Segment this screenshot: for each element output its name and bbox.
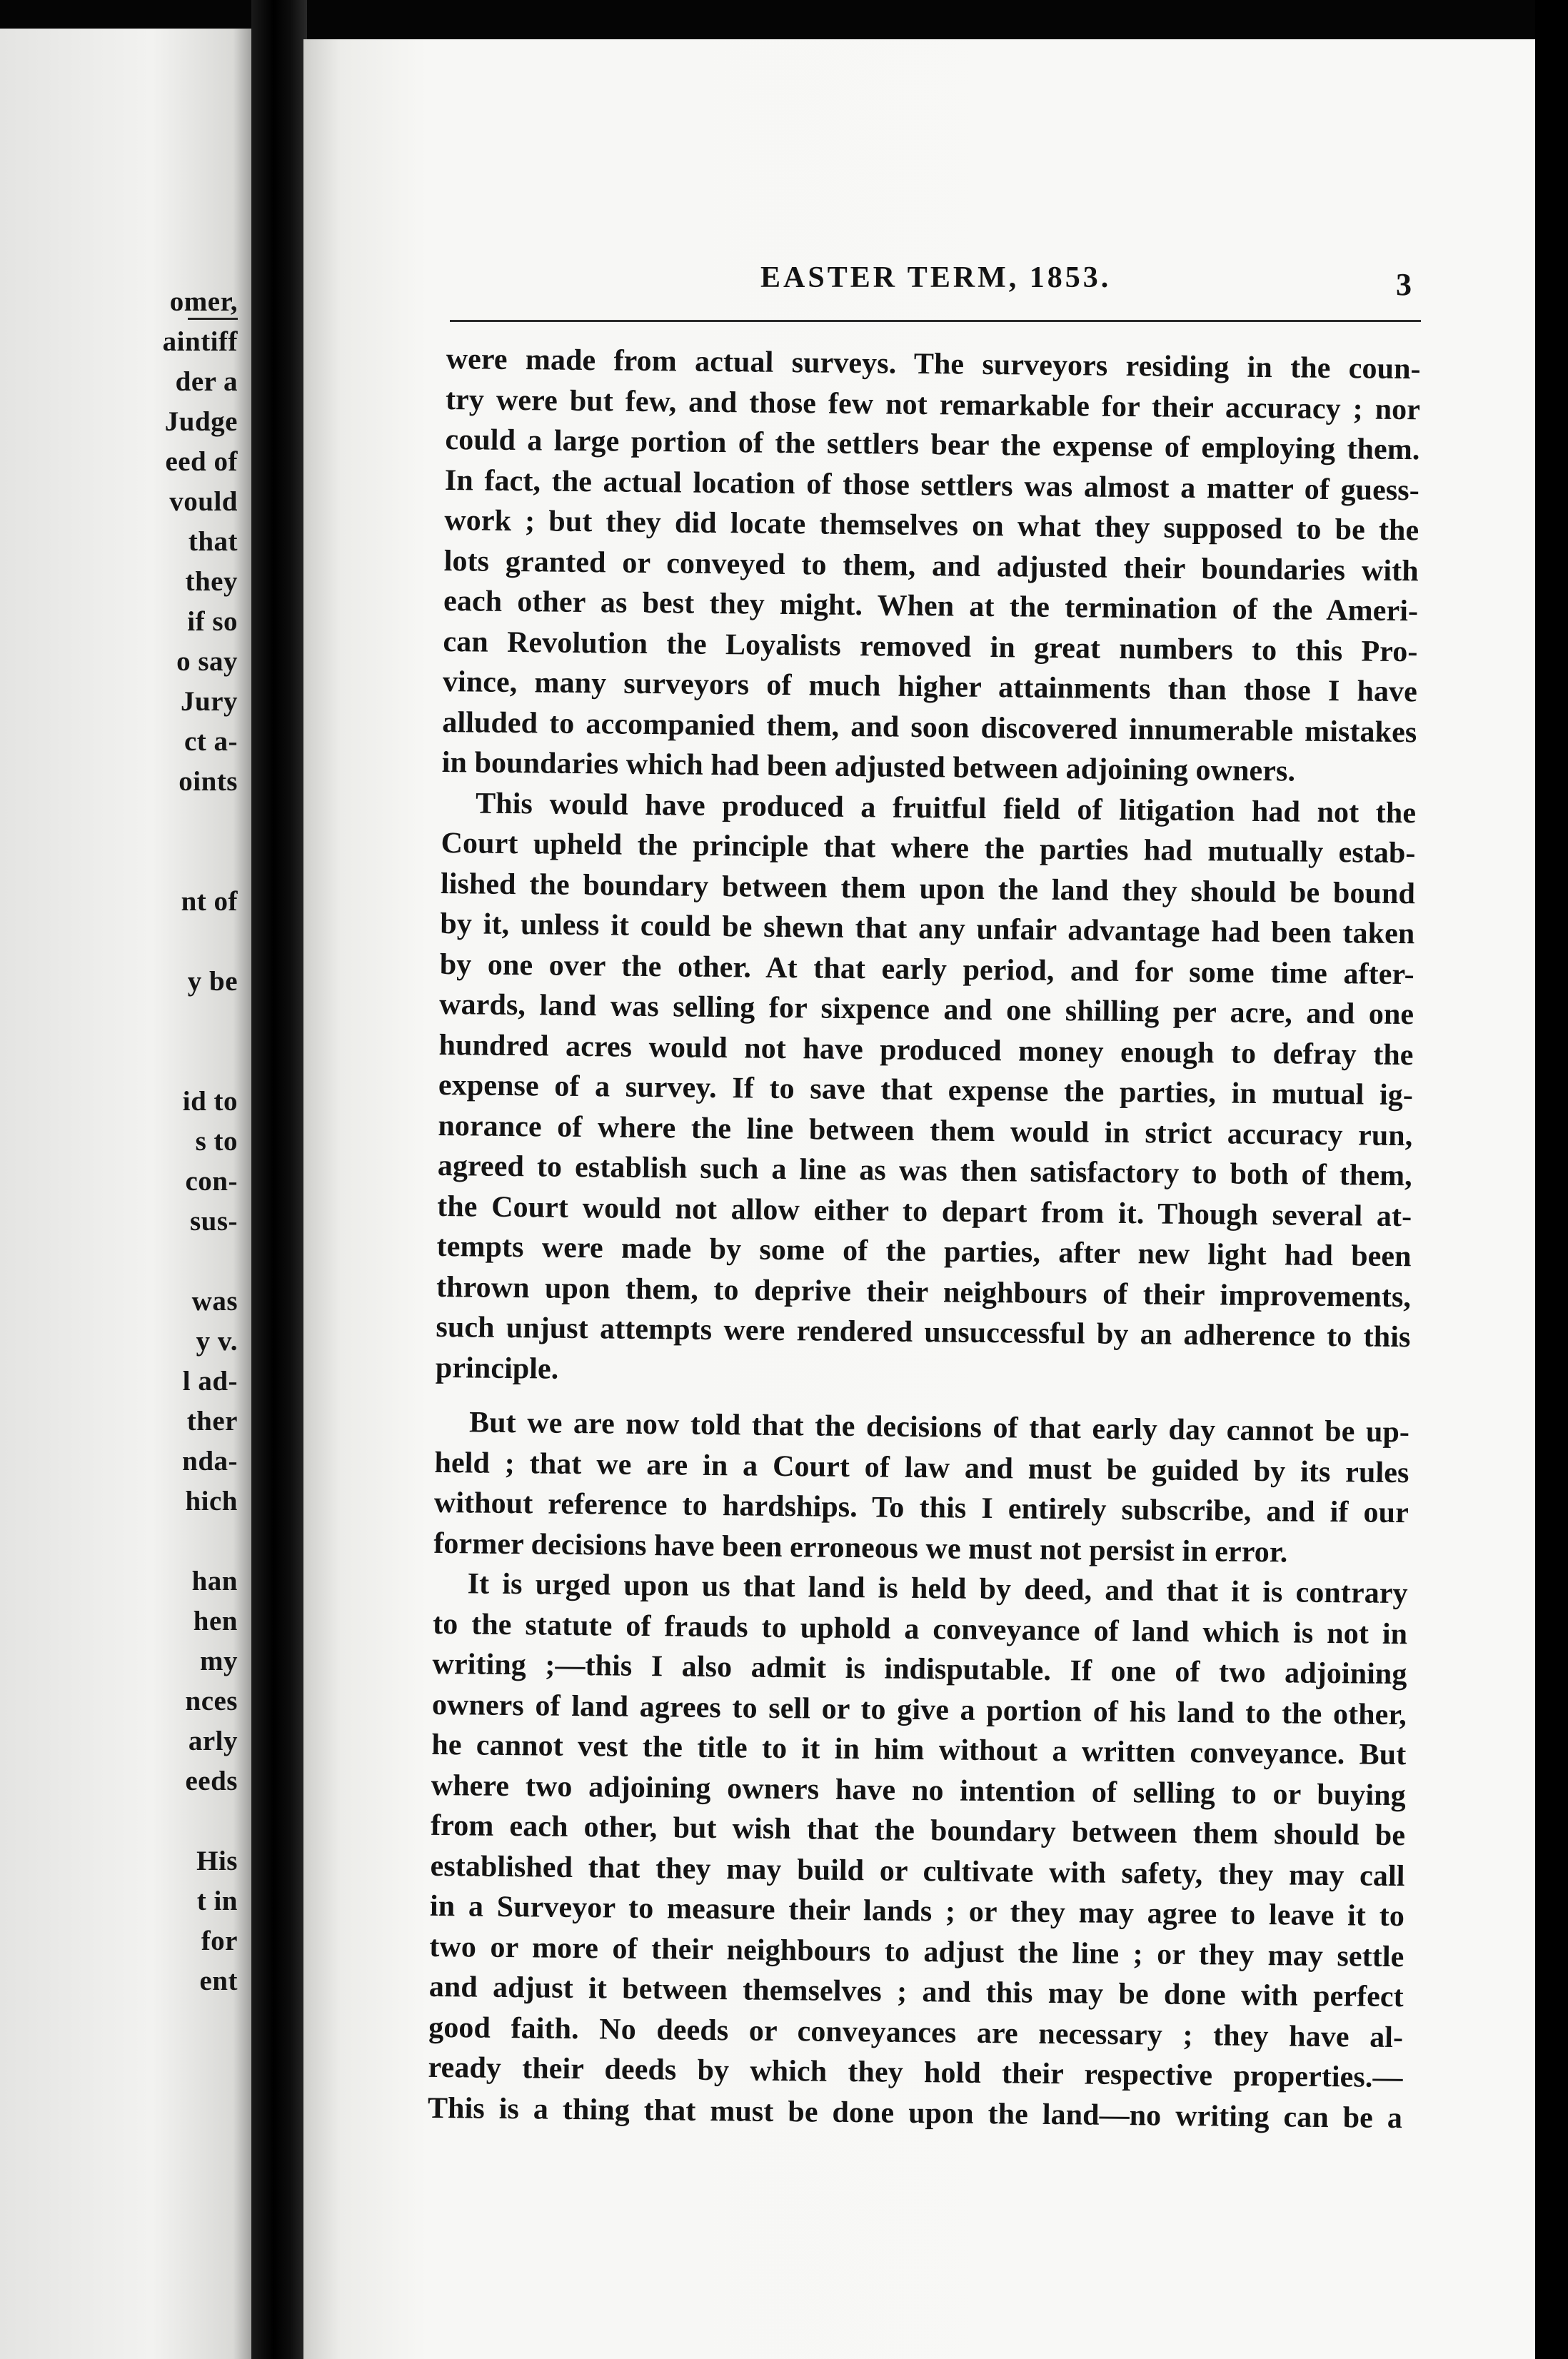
text-line: where two adjoining owners have no intention of selling to or buying [431, 1769, 1406, 1812]
main-page [303, 39, 1535, 2359]
left-fragment: Jury [181, 686, 238, 717]
left-fragment: y v. [196, 1326, 238, 1357]
left-fragment: omer, [169, 286, 238, 317]
text-line: alluded to accompanied them, and soon discovered innumerable mistakes [442, 705, 1417, 749]
left-fragment: aintiff [162, 326, 238, 357]
left-fragment: my [200, 1646, 238, 1676]
text-line: This would have produced a fruitful field of litigation had not the [475, 786, 1417, 830]
text-line: the Court would not allow either to depart from it. Though several at- [437, 1189, 1412, 1233]
text-line: each other as best they might. When at the termination of the Ameri- [443, 584, 1419, 628]
text-line: try were but few, and those few not remarkable for their accuracy ; nor [445, 383, 1421, 426]
text-line: from each other, but wish that the boundary between them should be [430, 1809, 1406, 1853]
text-line: and adjust it between themselves ; and this may be done with perfect [428, 1970, 1404, 2014]
text-line: without reference to hardships. To this I entirely subscribe, and if our [433, 1486, 1409, 1530]
text-line: can Revolution the Loyalists removed in great numbers to this Pro- [443, 625, 1418, 668]
text-line: This is a thing that must be done upon the land—no writing can be a [427, 2091, 1403, 2135]
text-line: owners of land agrees to sell or to give a portion of his land to the other, [431, 1688, 1407, 1731]
text-line: hundred acres would not have produced money enough to defray the [438, 1028, 1414, 1072]
page-number: 3 [1396, 267, 1412, 302]
text-line: in boundaries which had been adjusted between adjoining owners. [441, 745, 1296, 788]
text-line: agreed to establish such a line as was then satisfactory to both of them, [437, 1149, 1413, 1193]
left-fragment [24, 1242, 238, 1282]
left-fragment: t in [196, 1886, 238, 1916]
text-line: established that they may build or cultivate with safety, they may call [430, 1849, 1405, 1893]
text-line: were made from actual surveys. The surveyors residing in the coun- [446, 342, 1421, 386]
text-line: lished the boundary between them upon the land they should be bound [440, 867, 1416, 910]
text-line: he cannot vest the title to it in him without a written conveyance. But [431, 1728, 1407, 1772]
left-fragment [24, 1042, 238, 1082]
text-line: good faith. No deeds or conveyances are necessary ; they have al- [428, 2011, 1404, 2054]
left-fragment: eeds [185, 1766, 238, 1796]
left-fragment: His [196, 1846, 238, 1876]
left-fragment: that [188, 526, 238, 557]
left-fragment: sus- [189, 1206, 238, 1237]
left-fragment: ther [186, 1406, 238, 1437]
left-fragment: nt of [181, 886, 238, 917]
left-fragment: ct a- [184, 726, 238, 757]
left-fragment [24, 802, 238, 842]
left-fragment: was [191, 1286, 238, 1317]
left-fragment [24, 1801, 238, 1841]
left-page-fragment [0, 29, 253, 2359]
text-line: tempts were made by some of the parties, after new light had been [436, 1229, 1412, 1274]
text-line: former decisions have been erroneous we must not persist in error. [433, 1526, 1288, 1569]
text-line: could a large portion of the settlers bear the expense of employing them. [445, 423, 1420, 467]
text-line: two or more of their neighbours to adjust the line ; or they may settle [429, 1930, 1404, 1973]
text-line: in a Surveyor to measure their lands ; or they may agree to leave it to [429, 1889, 1405, 1933]
body-text [428, 339, 1421, 2138]
left-fragment: Judge [164, 406, 238, 437]
text-line: held ; that we are in a Court of law and must be guided by its rules [434, 1446, 1409, 1489]
header-rule [450, 320, 1421, 322]
left-fragment [24, 922, 238, 962]
scan-right-edge [1535, 0, 1568, 2359]
left-fragment: they [185, 566, 238, 597]
left-fragment: vould [169, 486, 238, 517]
left-fragment: nda- [182, 1446, 238, 1477]
left-fragment: l ad- [182, 1366, 238, 1397]
text-line: work ; but they did locate themselves on what they supposed to be the [444, 503, 1419, 548]
text-line: ready their deeds by which they hold their respective properties.— [428, 2051, 1403, 2095]
text-line: wards, land was selling for sixpence and one shilling per acre, and one [438, 987, 1414, 1032]
text-line: to the statute of frauds to uphold a conveyance of land which is not in [432, 1607, 1408, 1651]
text-line: It is urged upon us that land is held by deed, and that it is contrary [467, 1567, 1408, 1611]
left-page-text [24, 282, 238, 2001]
left-fragment: hen [193, 1606, 238, 1636]
left-fragment [24, 842, 238, 882]
left-fragment: con- [185, 1166, 238, 1197]
text-line: Court upheld the principle that where the parties had mutually estab- [441, 826, 1416, 870]
text-line: vince, many surveyors of much higher attainments than those I have [442, 665, 1418, 709]
text-line: thrown upon them, to deprive their neighbours of their improvements, [436, 1270, 1412, 1314]
left-fragment: for [201, 1926, 238, 1956]
left-fragment: oints [179, 766, 238, 797]
left-fragment [24, 1521, 238, 1561]
left-fragment: s to [195, 1126, 238, 1157]
left-fragment: ent [199, 1966, 238, 1996]
text-line: expense of a survey. If to save that expense the parties, in mutual ig- [438, 1068, 1414, 1112]
text-line: In fact, the actual location of those settlers was almost a matter of guess- [444, 463, 1420, 507]
text-line: principle. [435, 1351, 559, 1386]
text-line: by it, unless it could be shewn that any unfair advantage had been taken [440, 907, 1415, 951]
running-title: EASTER TERM, 1853. [760, 261, 1112, 294]
left-fragment: arly [188, 1726, 238, 1756]
left-fragment [24, 1002, 238, 1042]
text-line: writing ;—this I also admit is indisputable. If one of two adjoining [432, 1647, 1407, 1691]
left-fragment: han [191, 1566, 238, 1596]
left-fragment: if so [187, 606, 238, 637]
left-fragment: der a [175, 366, 238, 397]
left-fragment: nces [185, 1686, 238, 1716]
left-fragment: y be [187, 966, 238, 997]
text-line: norance of where the line between them would in strict accuracy run, [438, 1109, 1413, 1152]
left-fragment: id to [182, 1086, 238, 1117]
text-line: lots granted or conveyed to them, and adjusted their boundaries with [443, 544, 1419, 588]
running-head [303, 261, 1535, 303]
left-fragment: eed of [165, 446, 238, 477]
text-line: But we are now told that the decisions of that early day cannot be up- [468, 1406, 1410, 1449]
left-fragment: o say [176, 646, 238, 677]
left-fragment: hich [185, 1486, 238, 1516]
text-line: by one over the other. At that early period, and for some time after- [439, 947, 1414, 991]
book-gutter-shadow [251, 0, 307, 2359]
text-line: such unjust attempts were rendered unsuccessful by an adherence to this [436, 1310, 1411, 1354]
